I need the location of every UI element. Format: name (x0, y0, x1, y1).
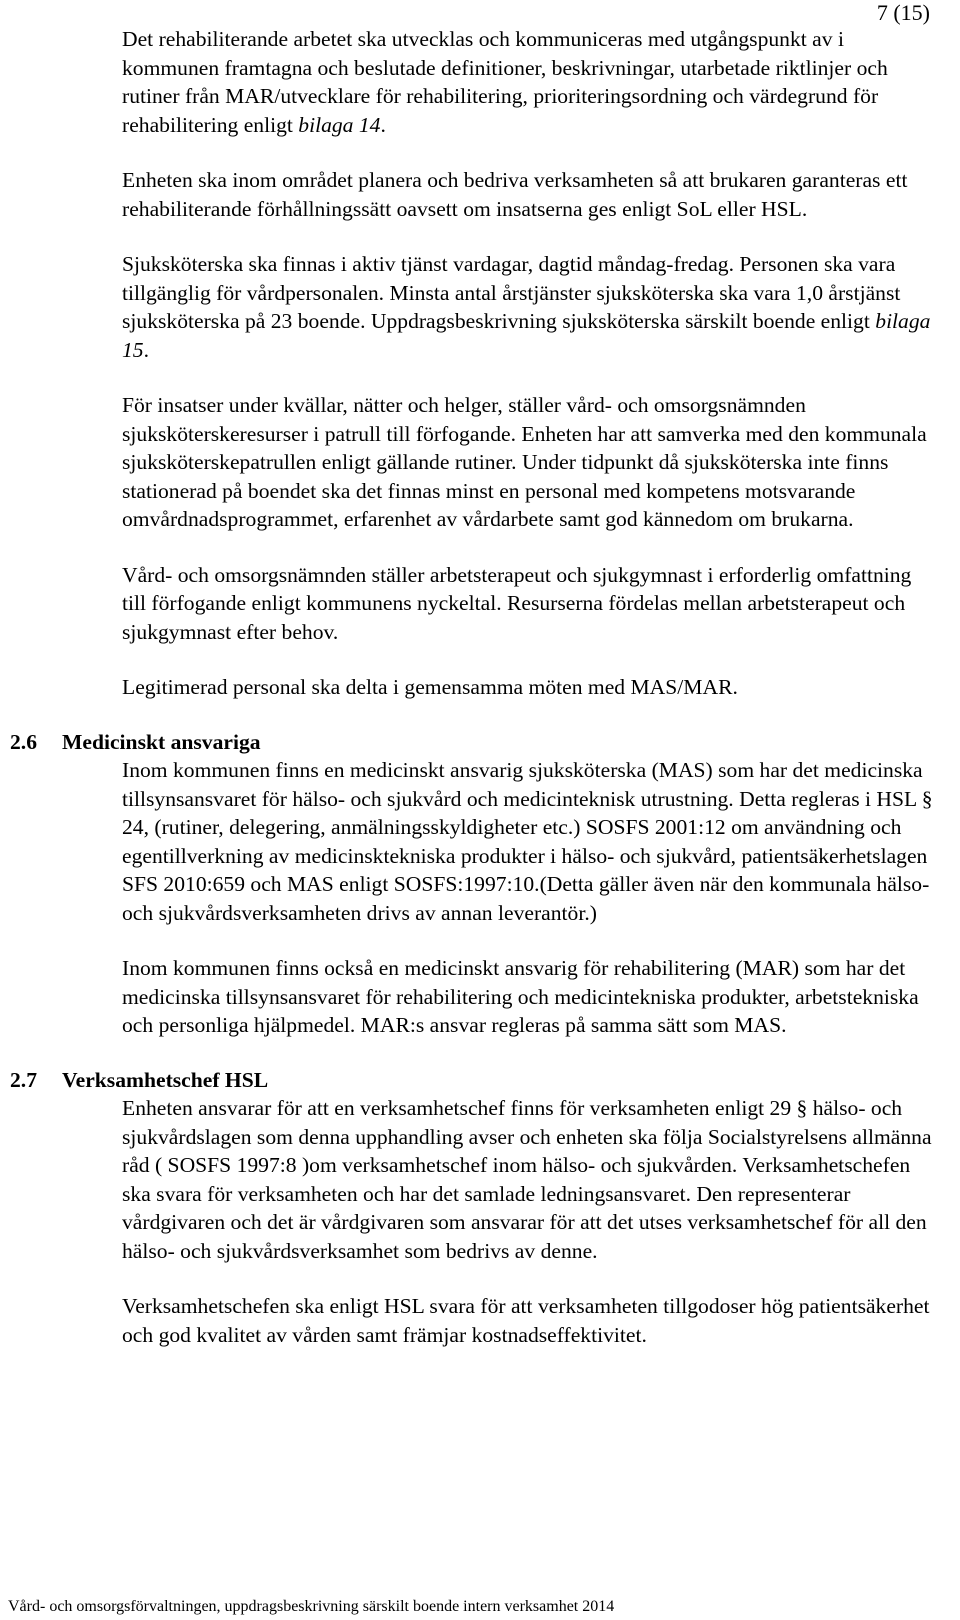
paragraph-mar: Inom kommunen finns också en medicinskt ansvarig för rehabilitering (MAR) som har det medicinska tillsynsansvaret för rehabilitering och medicintekniska produkter, arbetstekniska och personliga hjälpmedel. MAR:s ansvar regleras på samma sätt som MAS. (122, 956, 919, 1037)
paragraph-therapists: Vård- och omsorgsnämnden ställer arbetsterapeut och sjukgymnast i erforderlig omfattning till förfogande enligt kommunens nyckeltal. Resurserna fördelas mellan arbetsterapeut och sjukgymnast efter behov. (122, 562, 912, 644)
document-body (10, 25, 937, 1376)
punctuation: . (143, 337, 149, 362)
paragraph-licensed-staff: Legitimerad personal ska delta i gemensamma möten med MAS/MAR. (122, 675, 738, 699)
punctuation: . (380, 112, 386, 137)
section-number: 2.7 (10, 1067, 37, 1092)
paragraph-rehab-development (122, 25, 937, 139)
section-title: Medicinskt ansvariga (62, 729, 261, 754)
attachment-reference: bilaga 14 (298, 112, 381, 137)
paragraph-patient-safety: Verksamhetschefen ska enligt HSL svara för att verksamheten tillgodoser hög patientsäkerhet och god kvalitet av vården samt främjar kostnadseffektivitet. (122, 1294, 930, 1347)
section-title: Verksamhetschef HSL (62, 1067, 269, 1092)
paragraph-night-patrol: För insatser under kvällar, nätter och helger, ställer vård- och omsorgsnämnden sjuksköterskeresurser i patrull till förfogande. Enheten har att samverka med den kommunala sjuksköterskepatrullen enligt gällande rutiner. Under tidpunkt då sjuksköterska inte finns stationerad på boendet ska det finnas minst en personal med kompetens motsvarande omvårdnadsprogrammet, erfarenhet av vårdarbete samt god kännedom om brukarna. (122, 393, 927, 531)
paragraph-nurse-availability (122, 250, 937, 364)
section-number: 2.6 (10, 729, 37, 754)
paragraph-text: Det rehabiliterande arbetet ska utvecklas och kommuniceras med utgångspunkt av i kommunen framtagna och beslutade definitioner, beskrivningar, utarbetade riktlinjer och rutiner från MAR/utvecklare för rehabilitering, prioriteringsordning och värdegrund för rehabilitering enligt (122, 27, 888, 137)
paragraph-text: Sjuksköterska ska finnas i aktiv tjänst vardagar, dagtid måndag-fredag. Personen ska vara tillgänglig för vårdpersonalen. Minsta antal årstjänster sjuksköterska ska vara 1,0 årstjänst sjuksköterska på 23 boende. Uppdragsbeskrivning sjuksköterska särskilt boende enligt (122, 252, 901, 333)
section-heading (10, 1066, 937, 1095)
page-footer: Vård- och omsorgsförvaltningen, uppdragsbeskrivning särskilt boende intern verksamhet 2014 (8, 1598, 615, 1615)
paragraph-mas: Inom kommunen finns en medicinskt ansvarig sjuksköterska (MAS) som har det medicinska tillsynsansvaret för hälso- och sjukvård och medicinteknisk utrustning. Detta regleras i HSL § 24, (rutiner, delegering, anmälningsskyldigheter etc.) SOSFS 2001:12 om användning och egentillverkning av medicinsktekniska produkter i hälso- och sjukvård, patientsäkerhetslagen SFS 2010:659 och MAS enligt SOSFS:1997:10.(Detta gäller även när den kommunala hälso- och sjukvårdsverksamheten drivs av annan leverantör.) (122, 758, 933, 925)
paragraph-rehab-approach: Enheten ska inom området planera och bedriva verksamheten så att brukaren garanteras ett rehabiliterande förhållningssätt oavsett om insatserna ges enligt SoL eller HSL. (122, 168, 908, 221)
section-medical-responsible (10, 728, 937, 1040)
page-number: 7 (15) (876, 0, 930, 25)
section-heading (10, 728, 937, 757)
section-operations-manager (10, 1066, 937, 1350)
paragraph-manager-responsibility: Enheten ansvarar för att en verksamhetschef finns för verksamheten enligt 29 § hälso- och sjukvårdslagen som denna upphandling avser och enheten ska följa Socialstyrelsens allmänna råd ( SOSFS 1997:8 )om verksamhetschef inom hälso- och sjukvården. Verksamhetschefen ska svara för verksamheten och har det samlade ledningsansvaret. Den representerar vårdgivaren och det är vårdgivaren som ansvarar för att det utses verksamhetschef för all den hälso- och sjukvårdsverksamhet som bedrivs av denne. (122, 1096, 932, 1263)
attachment-reference: bilaga 15 (122, 309, 931, 362)
